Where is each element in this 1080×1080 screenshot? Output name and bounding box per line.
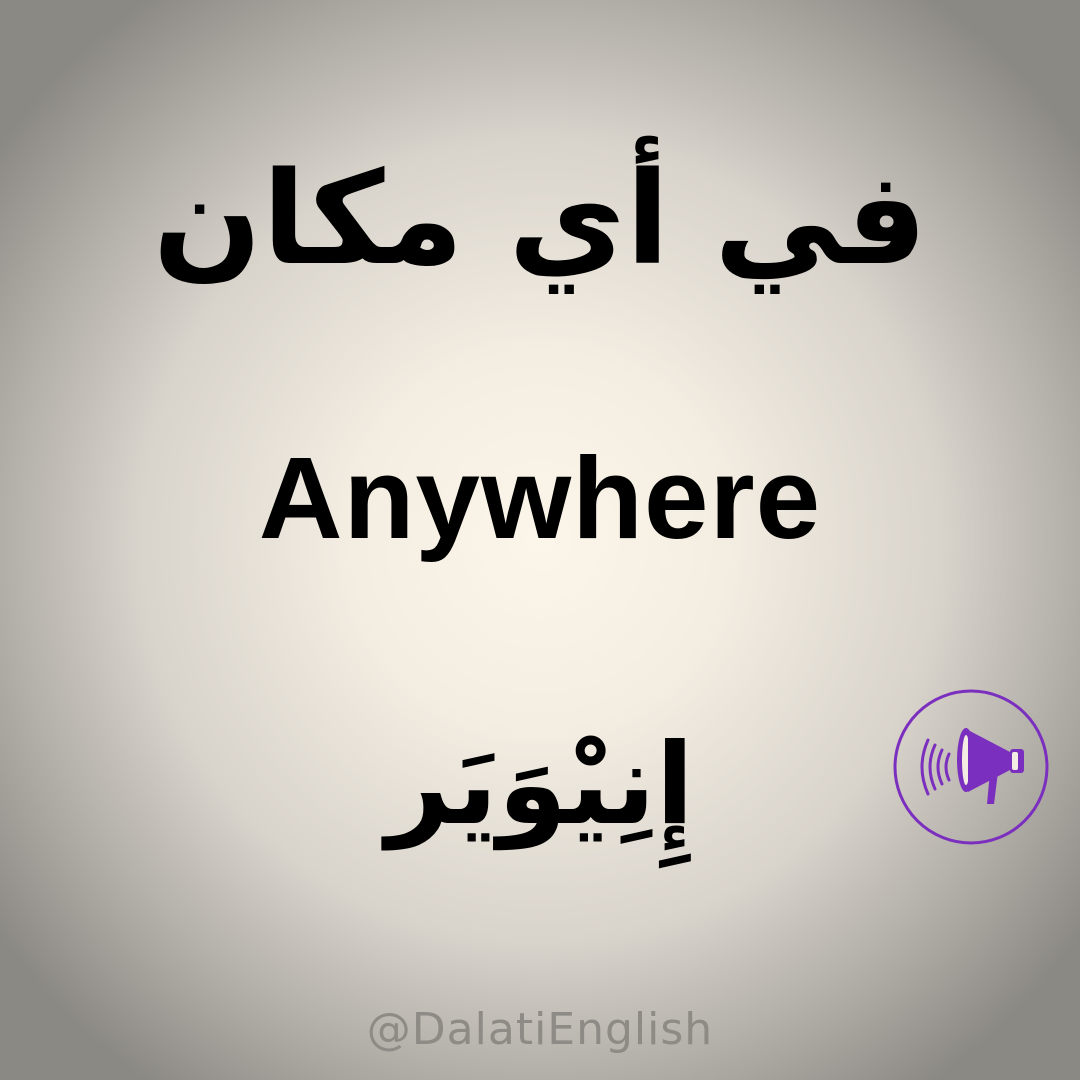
arabic-pronunciation: إِنِيْوَيَر (385, 720, 695, 850)
megaphone-icon[interactable] (892, 688, 1050, 846)
arabic-phrase: في أي مكان (152, 145, 928, 294)
watermark-handle: @DalatiEnglish (366, 1004, 714, 1055)
english-word: Anywhere (258, 433, 822, 563)
